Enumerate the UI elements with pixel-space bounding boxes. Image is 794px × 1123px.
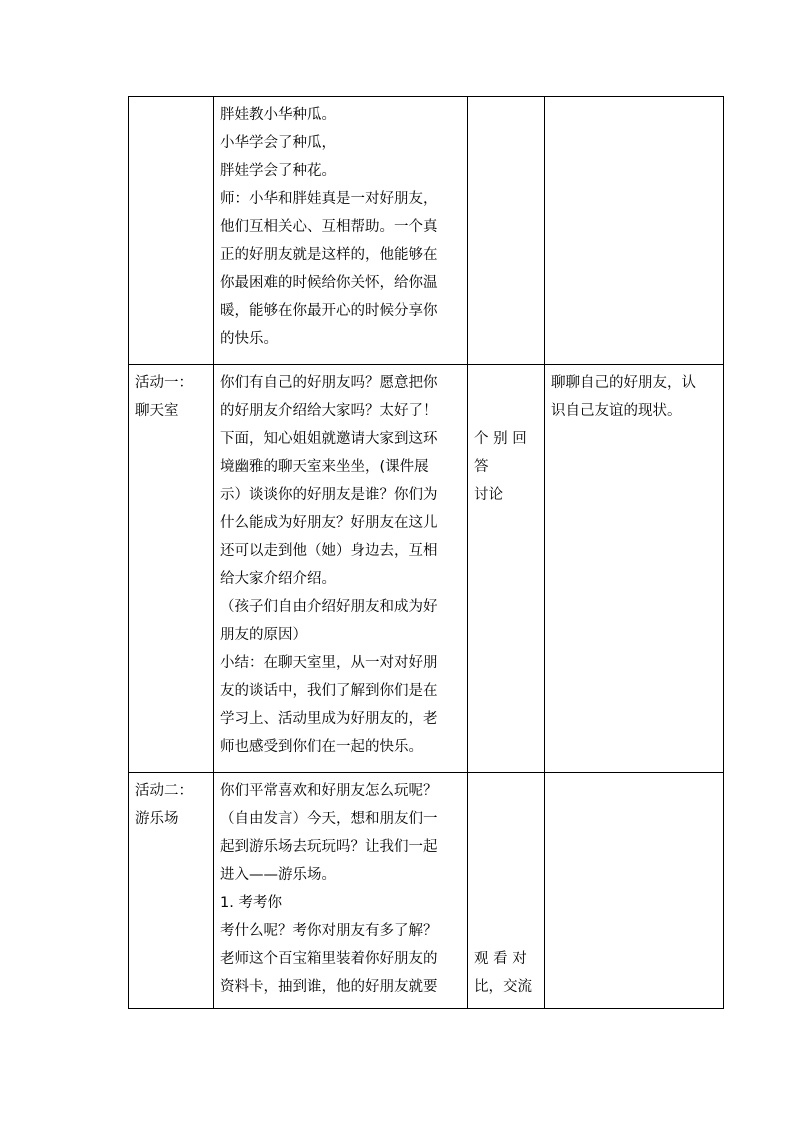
method-line: 个 别 回: [474, 431, 527, 447]
method-line: [474, 917, 539, 945]
content-line: 学习上、活动里成为好朋友的，老: [220, 711, 438, 727]
method-line: 观 看 对: [474, 951, 527, 967]
purpose-line: 聊聊自己的好朋友，认: [551, 375, 696, 391]
content-line: 起到游乐场去玩玩吗？让我们一起: [220, 839, 438, 855]
table-row: [129, 365, 724, 773]
content-line: 正的好朋友就是这样的，他能够在: [220, 247, 438, 263]
content-line: 胖娃教小华种瓜。: [220, 107, 336, 123]
content-line: 的好朋友介绍给大家吗？太好了！: [220, 403, 438, 419]
method-cell: [468, 365, 545, 773]
method-line: 讨论: [474, 487, 503, 503]
content-line: 资料卡，抽到谁，他的好朋友就要: [220, 979, 438, 995]
method-line: 答: [474, 459, 489, 475]
method-line: [474, 777, 539, 805]
method-line: [474, 833, 539, 861]
content-line: 小华学会了种瓜，: [220, 135, 336, 151]
content-line: 暖，能够在你最开心的时候分享你: [220, 303, 438, 319]
content-line: 朋友的原因）: [220, 627, 307, 643]
content-line: 的快乐。: [220, 331, 278, 347]
purpose-line: 识自己友谊的现状。: [551, 403, 682, 419]
content-line: 进入——游乐场。: [220, 867, 336, 883]
content-line: （自由发言）今天，想和朋友们一: [220, 811, 438, 827]
content-cell: [214, 97, 468, 365]
content-line: 老师这个百宝箱里装着你好朋友的: [220, 951, 438, 967]
content-line: 师：小华和胖娃真是一对好朋友，: [220, 191, 438, 207]
method-line: 比，交流: [474, 979, 532, 995]
content-line: 给大家介绍介绍。: [220, 571, 336, 587]
content-line: 胖娃学会了种花。: [220, 163, 336, 179]
content-line: 境幽雅的聊天室来坐坐，(课件展: [220, 459, 429, 475]
activity-label: 活动一：: [135, 375, 193, 391]
content-line: 考什么呢？考你对朋友有多了解？: [220, 923, 438, 939]
activity-title: 聊天室: [135, 403, 179, 419]
content-line: （孩子们自由介绍好朋友和成为好: [220, 599, 438, 615]
lesson-plan-body: [129, 97, 724, 1009]
content-line: 友的谈话中，我们了解到你们是在: [220, 683, 438, 699]
activity-cell: [129, 773, 214, 1009]
method-line: [474, 861, 539, 889]
activity-title: 游乐场: [135, 811, 179, 827]
activity-cell: [129, 365, 214, 773]
content-line: 师也感受到你们在一起的快乐。: [220, 739, 423, 755]
content-line: 还可以走到他（她）身边去，互相: [220, 543, 438, 559]
content-line: 他们互相关心、互相帮助。一个真: [220, 219, 438, 235]
method-cell: [468, 97, 545, 365]
content-line: 你们有自己的好朋友吗？愿意把你: [220, 375, 438, 391]
activity-label: 活动二：: [135, 783, 193, 799]
activity-cell: [129, 97, 214, 365]
method-line: [474, 889, 539, 917]
content-cell: [214, 365, 468, 773]
purpose-cell: [545, 773, 724, 1009]
method-line: [474, 805, 539, 833]
purpose-cell: [545, 97, 724, 365]
content-line: 示）谈谈你的好朋友是谁？你们为: [220, 487, 438, 503]
method-line: [474, 397, 539, 425]
content-line: 小结：在聊天室里，从一对对好朋: [220, 655, 438, 671]
content-line: 什么能成为好朋友？好朋友在这儿: [220, 515, 438, 531]
purpose-cell: [545, 365, 724, 773]
lesson-plan-table: [128, 96, 724, 1009]
table-row: [129, 97, 724, 365]
content-line: 你们平常喜欢和好朋友怎么玩呢？: [220, 783, 438, 799]
method-cell: [468, 773, 545, 1009]
content-line: 1. 考考你: [220, 895, 282, 911]
content-line: 下面，知心姐姐就邀请大家到这环: [220, 431, 438, 447]
content-line: 你最困难的时候给你关怀，给你温: [220, 275, 438, 291]
content-cell: [214, 773, 468, 1009]
table-row: [129, 773, 724, 1009]
method-line: [474, 369, 539, 397]
